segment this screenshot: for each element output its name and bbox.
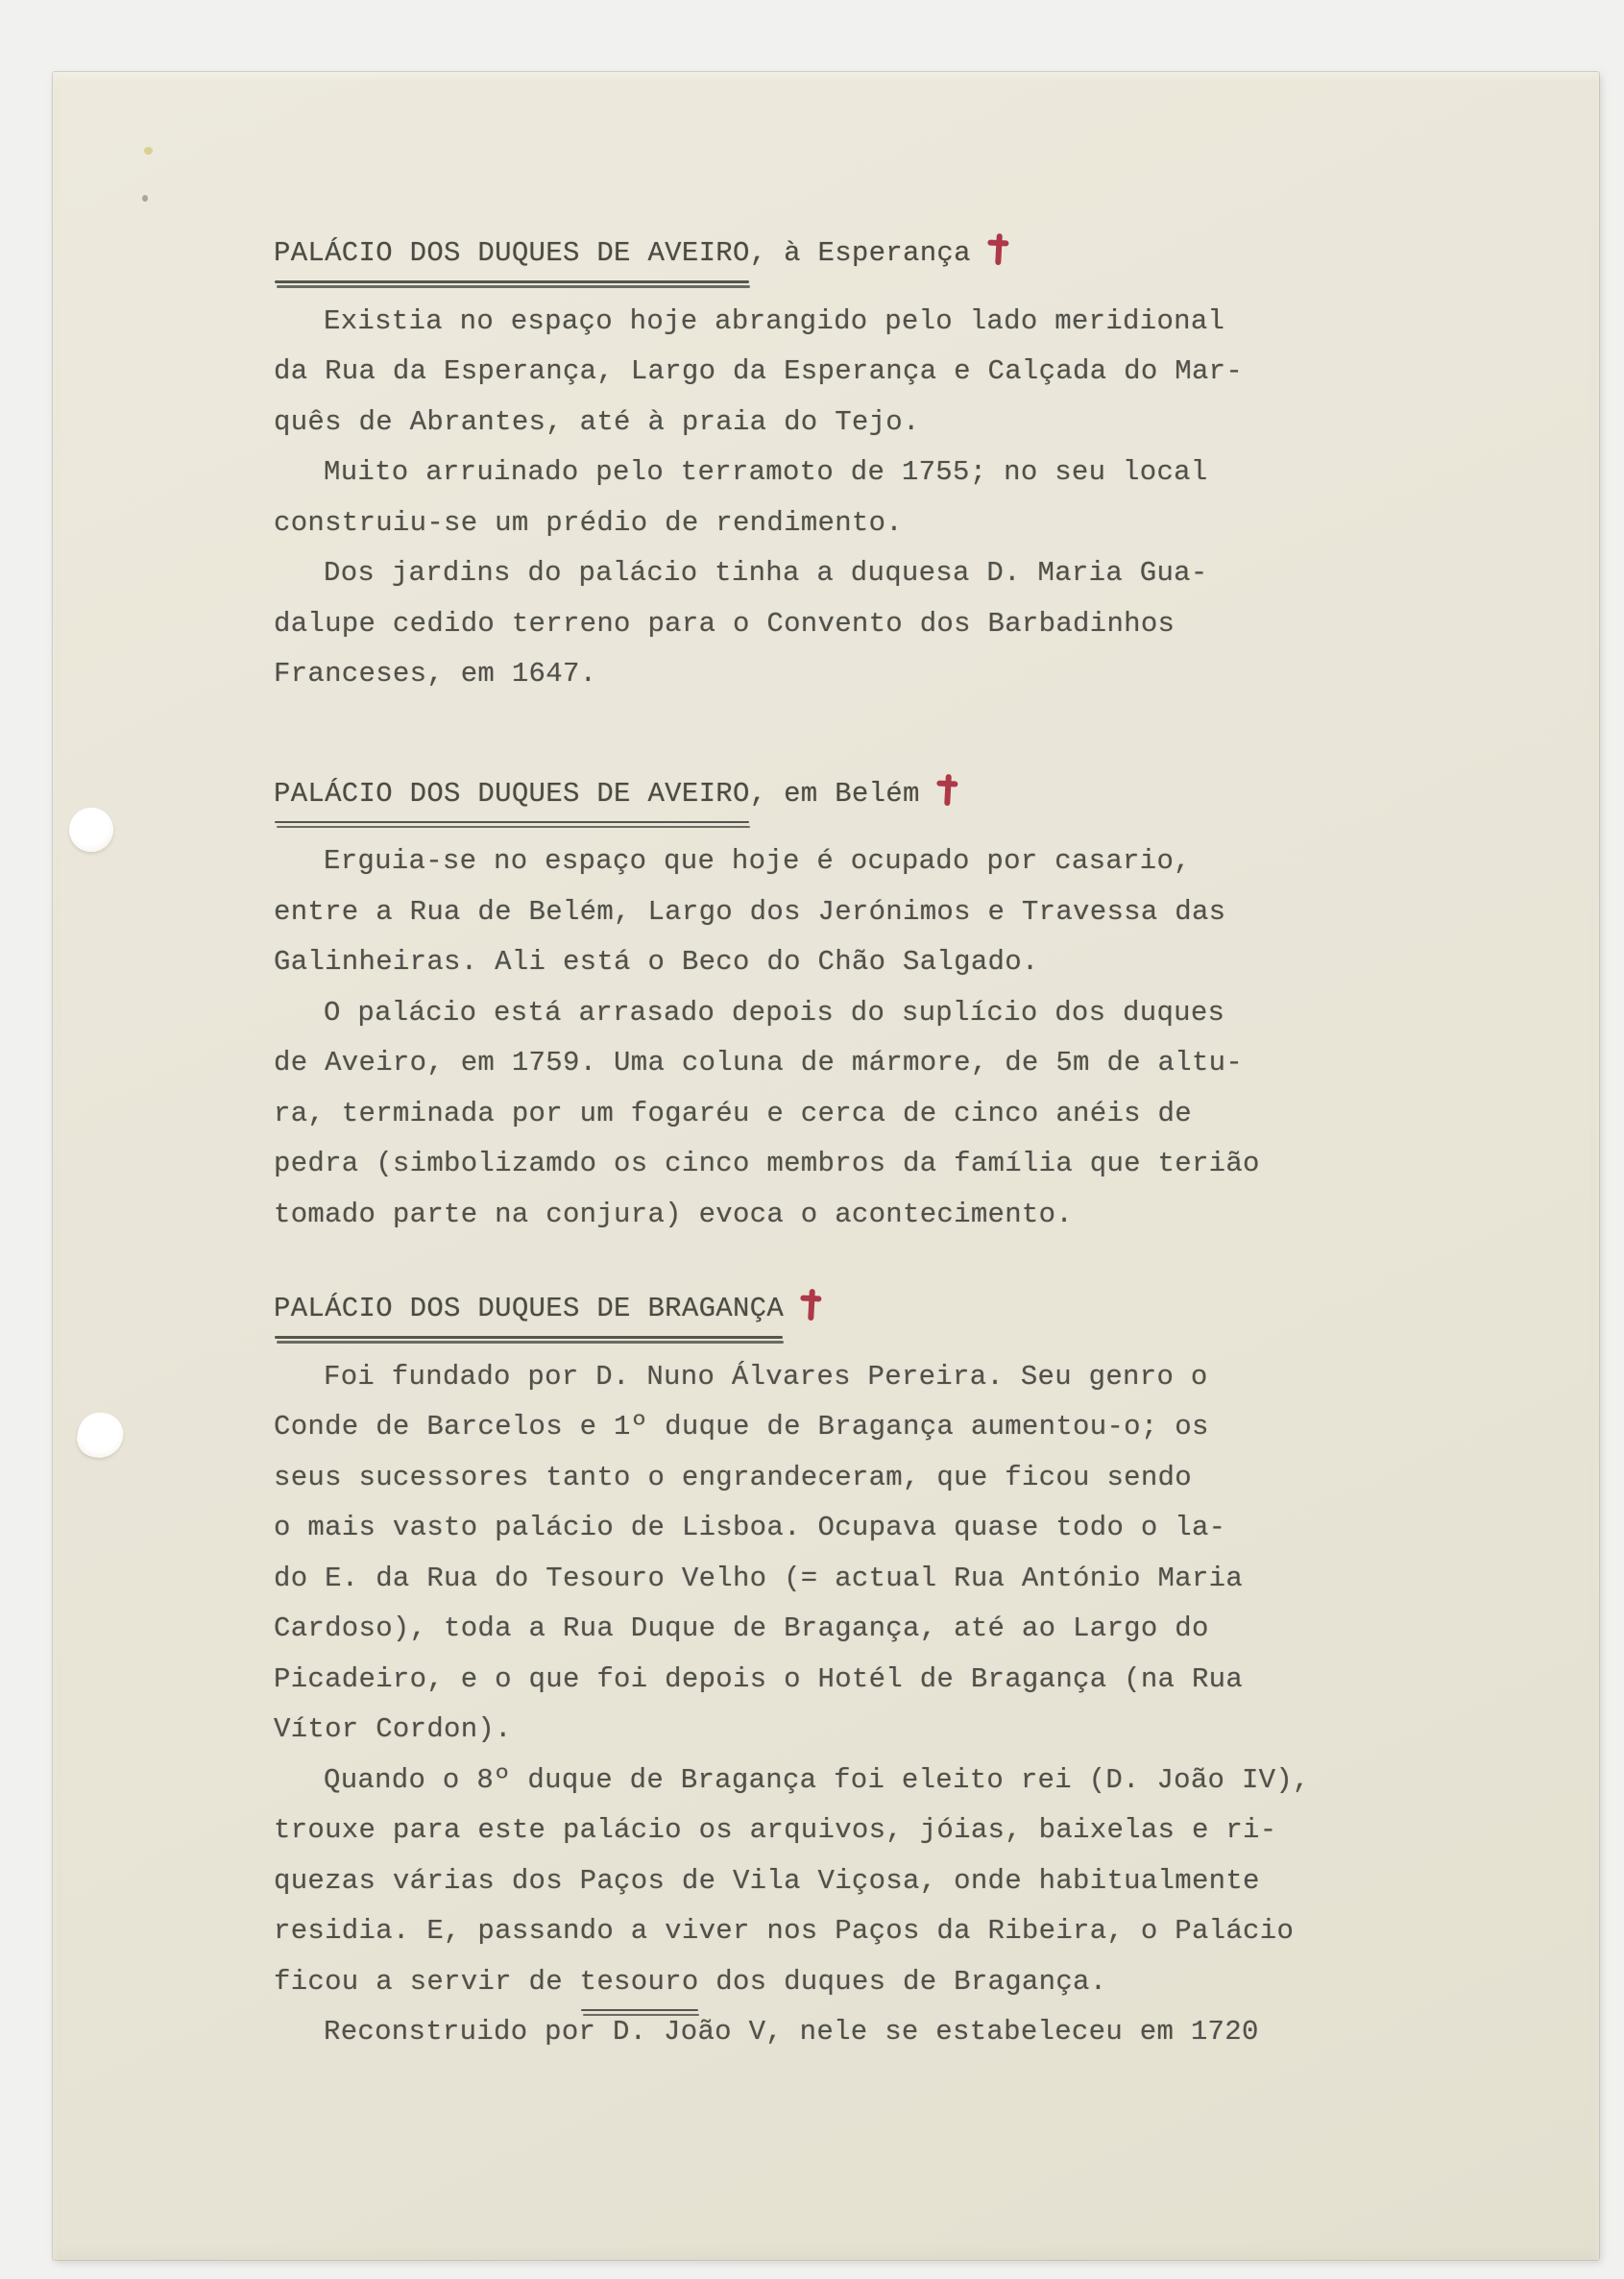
text-line: tomado parte na conjura) evoca o acontecimento. [274,1198,1074,1230]
text-line: Foi fundado por D. Nuno Álvares Pereira. Seu genro o [324,1360,1208,1393]
text-line: Quando o 8º duque de Bragança foi eleito rei (D. João IV), [324,1763,1310,1796]
heading-title: PALÁCIO DOS DUQUES DE BRAGANÇA [274,1284,784,1335]
text-line: Picadeiro, e o que foi depois o Hotél de Bragança (na Rua [274,1662,1244,1695]
text-line: O palácio está arrasado depois do suplício dos duques [324,996,1225,1029]
text-line: Existia no espaço hoje abrangido pelo lado meridional [324,304,1225,337]
heading-title: PALÁCIO DOS DUQUES DE AVEIRO [274,229,750,279]
underlined-word: tesouro [580,1957,699,2008]
heading-suffix: , em Belém [749,777,920,810]
text-line: pedra (simbolizamdo os cinco membros da família que terião [274,1148,1260,1179]
paper-speck [142,195,148,202]
text-line: quezas várias dos Paços de Vila Viçosa, onde habitualmente [274,1864,1260,1897]
text-line: de Aveiro, em 1759. Uma coluna de mármore, de 5m de altu- [274,1047,1244,1079]
section-heading [274,229,1330,279]
text-line: quês de Abrantes, até à praia do Tejo. [274,405,920,438]
red-cross-icon [934,773,959,807]
text-line: construiu-se um prédio de rendimento. [274,506,904,539]
text-line: ra, terminada por um fogaréu e cerca de cinco anéis de [274,1097,1192,1129]
text-line: Erguia-se no espaço que hoje é ocupado por casario, [324,845,1191,877]
text-line: residia. E, passando a viver nos Paços da Ribeira, o Palácio [274,1915,1295,1947]
red-cross-icon [798,1288,823,1321]
text-line: trouxe para este palácio os arquivos, jóias, baixelas e ri- [274,1814,1277,1846]
red-cross-icon [985,232,1010,266]
heading-suffix: , à Esperança [749,237,971,269]
text-line: Galinheiras. Ali está o Beco do Chão Salgado. [274,946,1039,978]
typewritten-text-column [274,229,1330,2058]
text-line: Muito arruinado pelo terramoto de 1755; no seu local [324,456,1208,488]
text-line: Reconstruido por D. João V, nele se estabeleceu em 1720 [324,2016,1259,2048]
document-page [53,72,1599,2260]
heading-title: PALÁCIO DOS DUQUES DE AVEIRO [274,769,750,820]
text-line: seus sucessores tanto o engrandeceram, que ficou sendo [274,1461,1192,1493]
text-line: o mais vasto palácio de Lisboa. Ocupava quase todo o la- [274,1512,1226,1543]
text-line: Cardoso), toda a Rua Duque de Bragança, até ao Largo do [274,1612,1209,1644]
text-line [274,1957,1330,2008]
text-line: Vítor Cordon). [274,1713,512,1745]
text-line: Dos jardins do palácio tinha a duquesa D. Maria Gua- [324,557,1208,589]
text-line: da Rua da Esperança, Largo da Esperança e Calçada do Mar- [274,355,1244,387]
section-heading [274,769,1330,820]
text-line: dalupe cedido terreno para o Convento dos Barbadinhos [274,607,1176,640]
text-span: ficou a servir de [274,1965,580,1998]
punch-hole [74,1409,128,1463]
text-line: Conde de Barcelos e 1º duque de Bragança aumentou-o; os [274,1411,1209,1443]
section-heading [274,1284,1330,1335]
paper-speck [144,147,153,155]
text-line: Franceses, em 1647. [274,658,597,690]
text-line: do E. da Rua do Tesouro Velho (= actual Rua António Maria [274,1562,1244,1594]
text-line: entre a Rua de Belém, Largo dos Jerónimos e Travessa das [274,895,1226,928]
text-span: dos duques de Bragança. [698,1965,1107,1998]
punch-hole [69,808,113,852]
